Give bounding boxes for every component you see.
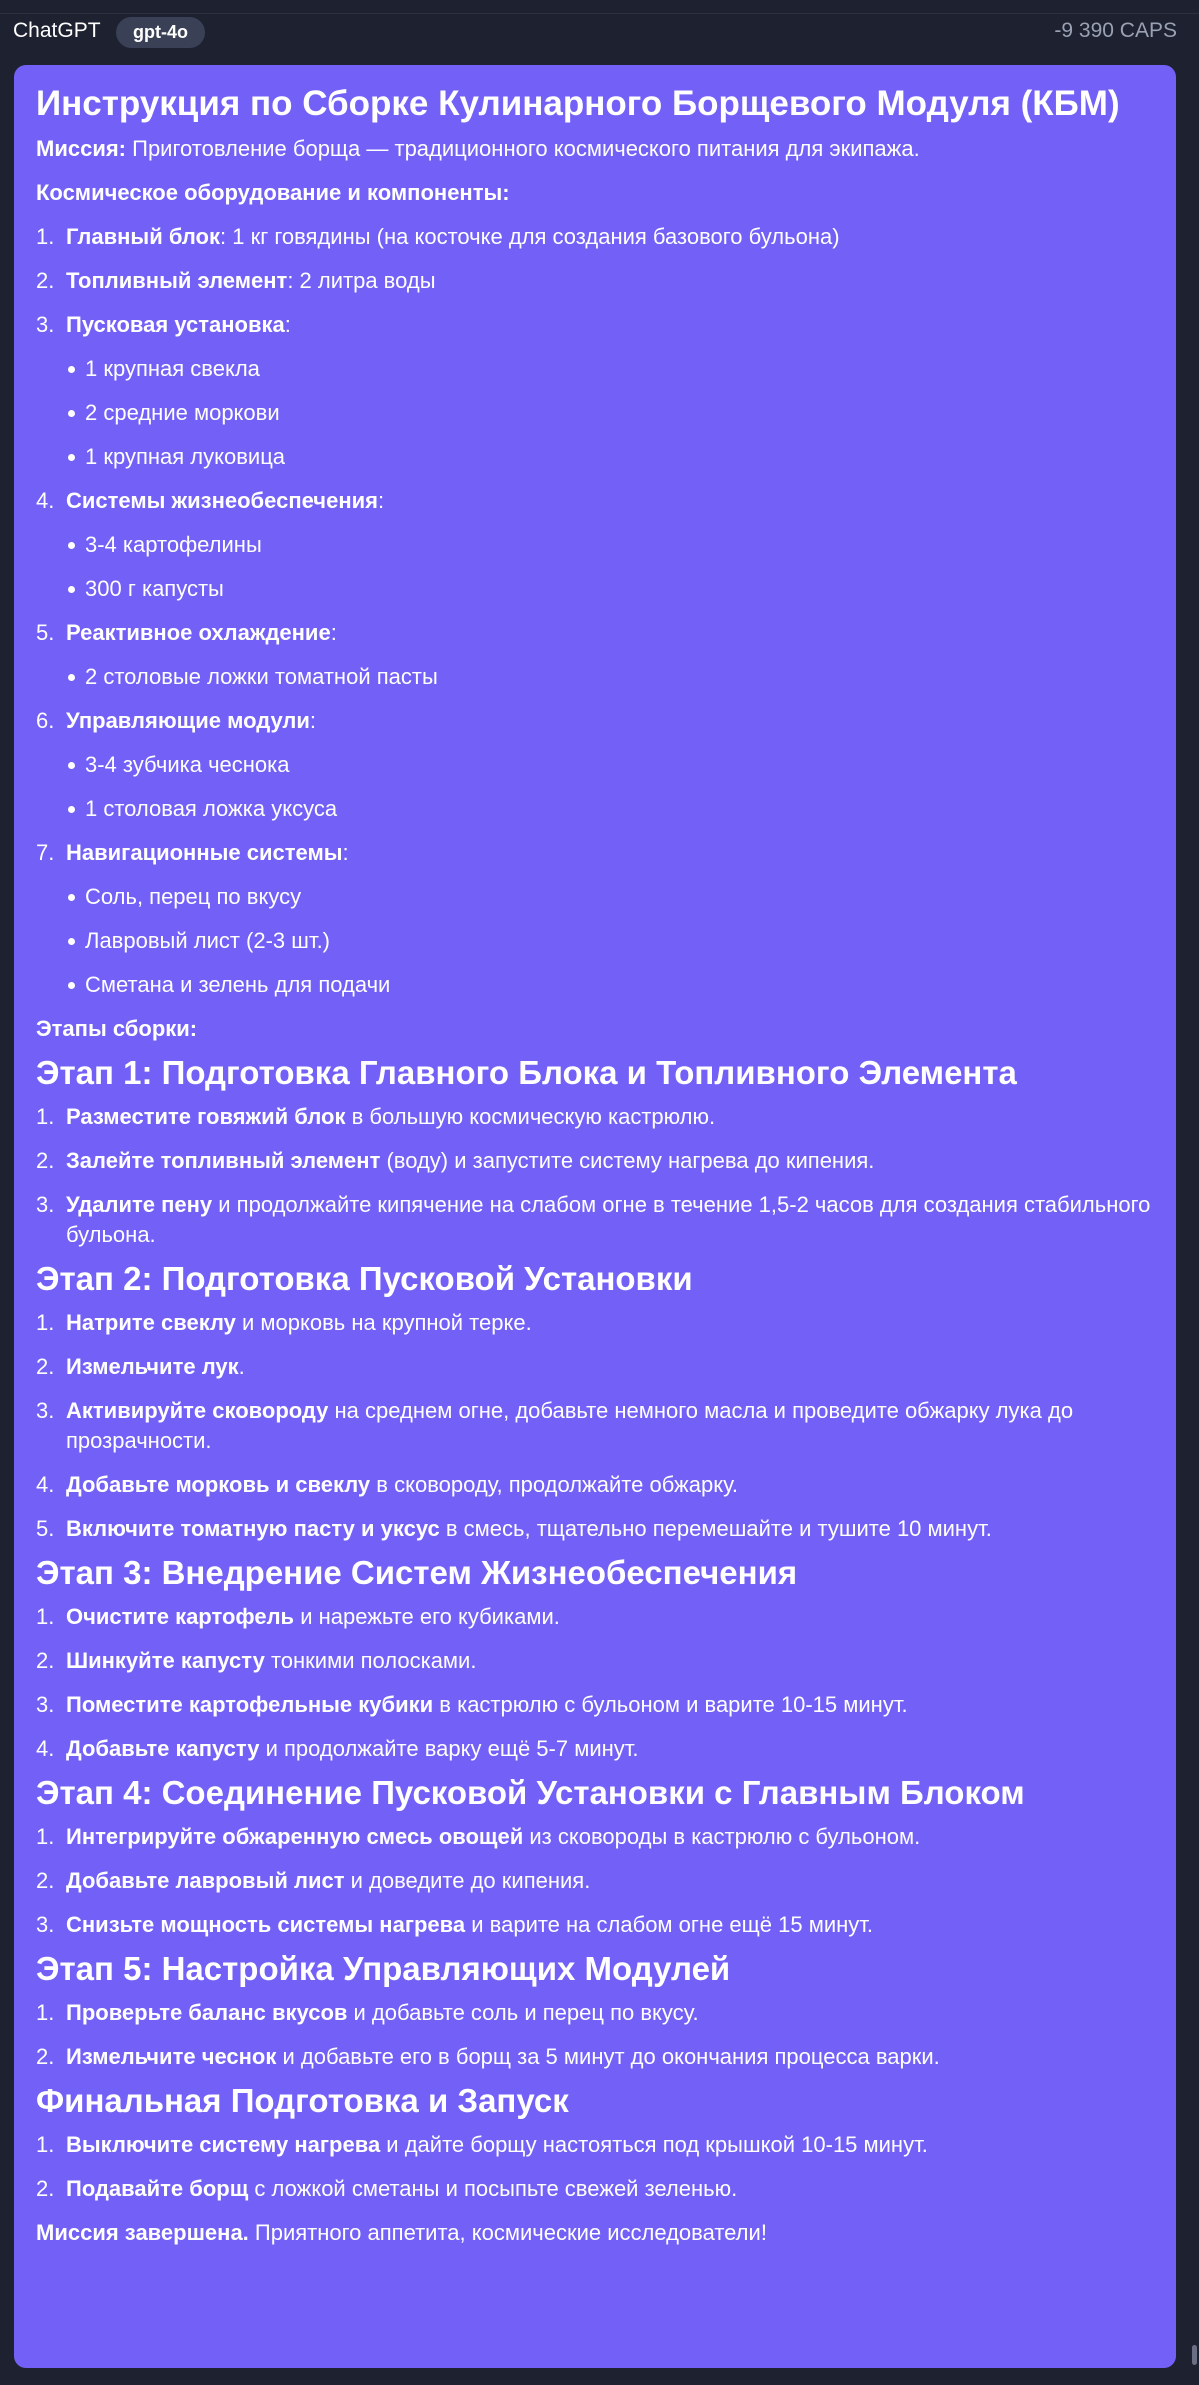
step-item: 2. Добавьте лавровый лист и доведите до кипения. [36,1868,591,1893]
component-item: 1. Главный блок: 1 кг говядины (на косточке для создания базового бульона) [36,224,840,249]
step-item: 2. Залейте топливный элемент (воду) и запустите систему нагрева до кипения. [36,1148,875,1173]
component-subitem: 2 столовые ложки томатной пасты [36,655,1154,699]
component-item: 6. Управляющие модули: [36,708,317,733]
step-item: 3. Снизьте мощность системы нагрева и варите на слабом огне ещё 15 минут. [36,1912,874,1937]
stage-title: Финальная Подготовка и Запуск [36,2082,569,2119]
step-item: 1. Интегрируйте обжаренную смесь овощей из сковороды в кастрюлю с бульоном. [36,1824,921,1849]
mission-text: Приготовление борща — традиционного космического питания для экипажа. [126,136,920,161]
closing-bold: Миссия завершена. [36,2220,249,2245]
component-item: 2. Топливный элемент: 2 литра воды [36,268,436,293]
component-subitem: 3-4 зубчика чеснока [36,743,1154,787]
app-title: ChatGPT [13,19,101,42]
component-item: 3. Пусковая установка: [36,312,291,337]
step-item: 3. Поместите картофельные кубики в кастрюлю с бульоном и варите 10-15 минут. [36,1692,908,1717]
component-subitem: 1 столовая ложка уксуса [36,787,1154,831]
component-subitem: Сметана и зелень для подачи [36,963,1154,1007]
closing-line [36,2211,1154,2255]
stage-steps [36,1095,1154,1257]
assistant-message [14,65,1176,2368]
stage-title: Этап 5: Настройка Управляющих Модулей [36,1950,731,1987]
step-item: 1. Разместите говяжий блок в большую космическую кастрюлю. [36,1104,716,1129]
component-subitem: 2 средние моркови [36,391,1154,435]
credits-counter: -9 390 CAPS [1054,19,1177,42]
component-subitem: Лавровый лист (2-3 шт.) [36,919,1154,963]
scrollbar-thumb[interactable] [1192,2345,1197,2365]
model-selector-badge[interactable]: gpt-4o [116,17,205,48]
step-item: 3. Удалите пену и продолжайте кипячение на слабом огне в течение 1,5-2 часов для создания стабильного бульона. [36,1192,1151,1247]
component-subitem: 3-4 картофелины [36,523,1154,567]
step-item: 4. Добавьте капусту и продолжайте варку ещё 5-7 минут. [36,1736,639,1761]
component-subitem: 300 г капусты [36,567,1154,611]
stage-steps [36,1991,1154,2079]
closing-text: Приятного аппетита, космические исследователи! [248,2220,767,2245]
mission-label: Миссия: [36,136,127,161]
stage-steps [36,1301,1154,1551]
step-item: 3. Активируйте сковороду на среднем огне, добавьте немного масла и проведите обжарку лука до прозрачности. [36,1398,1074,1453]
step-item: 2. Шинкуйте капусту тонкими полосками. [36,1648,477,1673]
component-item: 4. Системы жизнеобеспечения: [36,488,385,513]
step-item: 2. Подавайте борщ с ложкой сметаны и посыпьте свежей зеленью. [36,2176,738,2201]
step-item: 1. Очистите картофель и нарежьте его кубиками. [36,1604,560,1629]
components-list [36,215,1154,1007]
mission-line [36,127,1154,171]
component-subitem: Соль, перец по вкусу [36,875,1154,919]
stage-title: Этап 1: Подготовка Главного Блока и Топливного Элемента [36,1054,1017,1091]
component-item: 7. Навигационные системы: [36,840,349,865]
stage-steps [36,1815,1154,1947]
step-item: 1. Выключите систему нагрева и дайте борщу настояться под крышкой 10-15 минут. [36,2132,928,2157]
equipment-heading: Космическое оборудование и компоненты: [36,180,510,205]
step-item: 2. Измельчите чеснок и добавьте его в борщ за 5 минут до окончания процесса варки. [36,2044,940,2069]
chat-header [0,14,1199,64]
stage-title: Этап 2: Подготовка Пусковой Установки [36,1260,693,1297]
stage-steps [36,2123,1154,2211]
step-item: 1. Натрите свеклу и морковь на крупной терке. [36,1310,532,1335]
component-subitem: 1 крупная свекла [36,347,1154,391]
stage-steps [36,1595,1154,1771]
component-subitem: 1 крупная луковица [36,435,1154,479]
stage-title: Этап 4: Соединение Пусковой Установки с Главным Блоком [36,1774,1025,1811]
assembly-heading: Этапы сборки: [36,1016,198,1041]
step-item: 4. Добавьте морковь и свеклу в сковороду, продолжайте обжарку. [36,1472,739,1497]
step-item: 1. Проверьте баланс вкусов и добавьте соль и перец по вкусу. [36,2000,699,2025]
message-title: Инструкция по Сборке Кулинарного Борщевого Модуля (КБМ) [36,84,1120,123]
component-item: 5. Реактивное охлаждение: [36,620,337,645]
step-item: 2. Измельчите лук. [36,1354,245,1379]
stage-title: Этап 3: Внедрение Систем Жизнеобеспечения [36,1554,798,1591]
step-item: 5. Включите томатную пасту и уксус в смесь, тщательно перемешайте и тушите 10 минут. [36,1516,992,1541]
